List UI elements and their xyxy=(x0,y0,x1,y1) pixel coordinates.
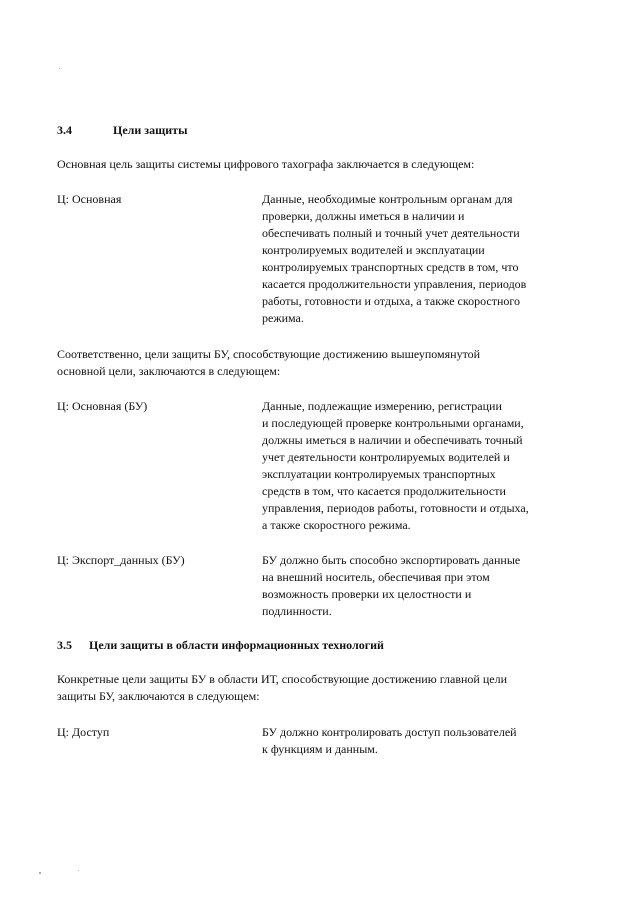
goal-main-line: работы, готовности и отдыха, а также скоростного xyxy=(262,294,520,308)
goal-main-line: проверки, должны иметься в наличии и xyxy=(262,209,465,223)
section-3-4-heading xyxy=(57,122,187,139)
goal-main-line: контролируемых транспортных средств в том, что xyxy=(262,260,519,274)
goal-main-line: касается продолжительности управления, периодов xyxy=(262,277,527,291)
section-3-5-number: 3.5 xyxy=(57,638,72,652)
goal-export-label: Ц: Экспорт_данных (БУ) xyxy=(57,553,185,567)
goal-main-line: обеспечивать полный и точный учет деятельности xyxy=(262,226,520,240)
bridge-paragraph xyxy=(57,346,537,380)
section-3-4-title: Цели защиты xyxy=(113,123,188,137)
section-3-5-intro-line: Конкретные цели защиты БУ в области ИТ, способствующие достижению главной цели xyxy=(57,672,507,686)
goal-main-bu-line: эксплуатации контролируемых транспортных xyxy=(262,467,496,481)
goal-main-label: Ц: Основная xyxy=(57,192,122,206)
goal-main-text xyxy=(262,191,552,327)
goal-export-text xyxy=(262,552,552,620)
section-3-5-intro xyxy=(57,671,537,705)
goal-export-line: подлинности. xyxy=(262,604,332,618)
section-3-5-intro-line: защиты БУ, заключаются в следующем: xyxy=(57,689,260,703)
scan-speck xyxy=(78,870,79,871)
goal-main-bu-line: а также скоростного режима. xyxy=(262,518,411,532)
goal-access-line: БУ должно контролировать доступ пользователей xyxy=(262,725,517,739)
scan-speck xyxy=(59,68,60,69)
goal-main-line: режима. xyxy=(262,311,304,325)
bridge-line: Соответственно, цели защиты БУ, способствующие достижению вышеупомянутой xyxy=(57,347,481,361)
goal-main-bu-line: и последующей проверке контрольными органами, xyxy=(262,416,524,430)
scan-speck xyxy=(39,872,41,874)
goal-main-bu-line: Данные, подлежащие измерению, регистрации xyxy=(262,399,502,413)
goal-main-bu-line: должны иметься в наличии и обеспечивать точный xyxy=(262,433,523,447)
goal-main-line: контролируемых водителей и эксплуатации xyxy=(262,243,485,257)
goal-access-text xyxy=(262,724,552,758)
section-3-4-number: 3.4 xyxy=(57,123,72,137)
section-3-4-intro: Основная цель защиты системы цифрового тахографа заключается в следующем: xyxy=(57,157,475,171)
goal-main-bu-line: управления, периодов работы, готовности и отдыха, xyxy=(262,501,529,515)
goal-main-bu-line: учет деятельности контролируемых водителей и xyxy=(262,450,510,464)
goal-access-label: Ц: Доступ xyxy=(57,725,110,739)
goal-main-bu-label: Ц: Основная (БУ) xyxy=(57,399,148,413)
goal-main-bu-text xyxy=(262,398,552,534)
goal-export-line: возможность проверки их целостности и xyxy=(262,587,472,601)
goal-main-bu-line: средств в том, что касается продолжительности xyxy=(262,484,506,498)
section-3-5-title: Цели защиты в области информационных технологий xyxy=(89,638,384,652)
goal-export-line: БУ должно быть способно экспортировать данные xyxy=(262,553,521,567)
bridge-line: основной цели, заключаются в следующем: xyxy=(57,364,281,378)
section-3-5-heading xyxy=(57,637,384,654)
goal-access-line: к функциям и данным. xyxy=(262,742,378,756)
goal-export-line: на внешний носитель, обеспечивая при этом xyxy=(262,570,490,584)
goal-main-line: Данные, необходимые контрольным органам для xyxy=(262,192,513,206)
